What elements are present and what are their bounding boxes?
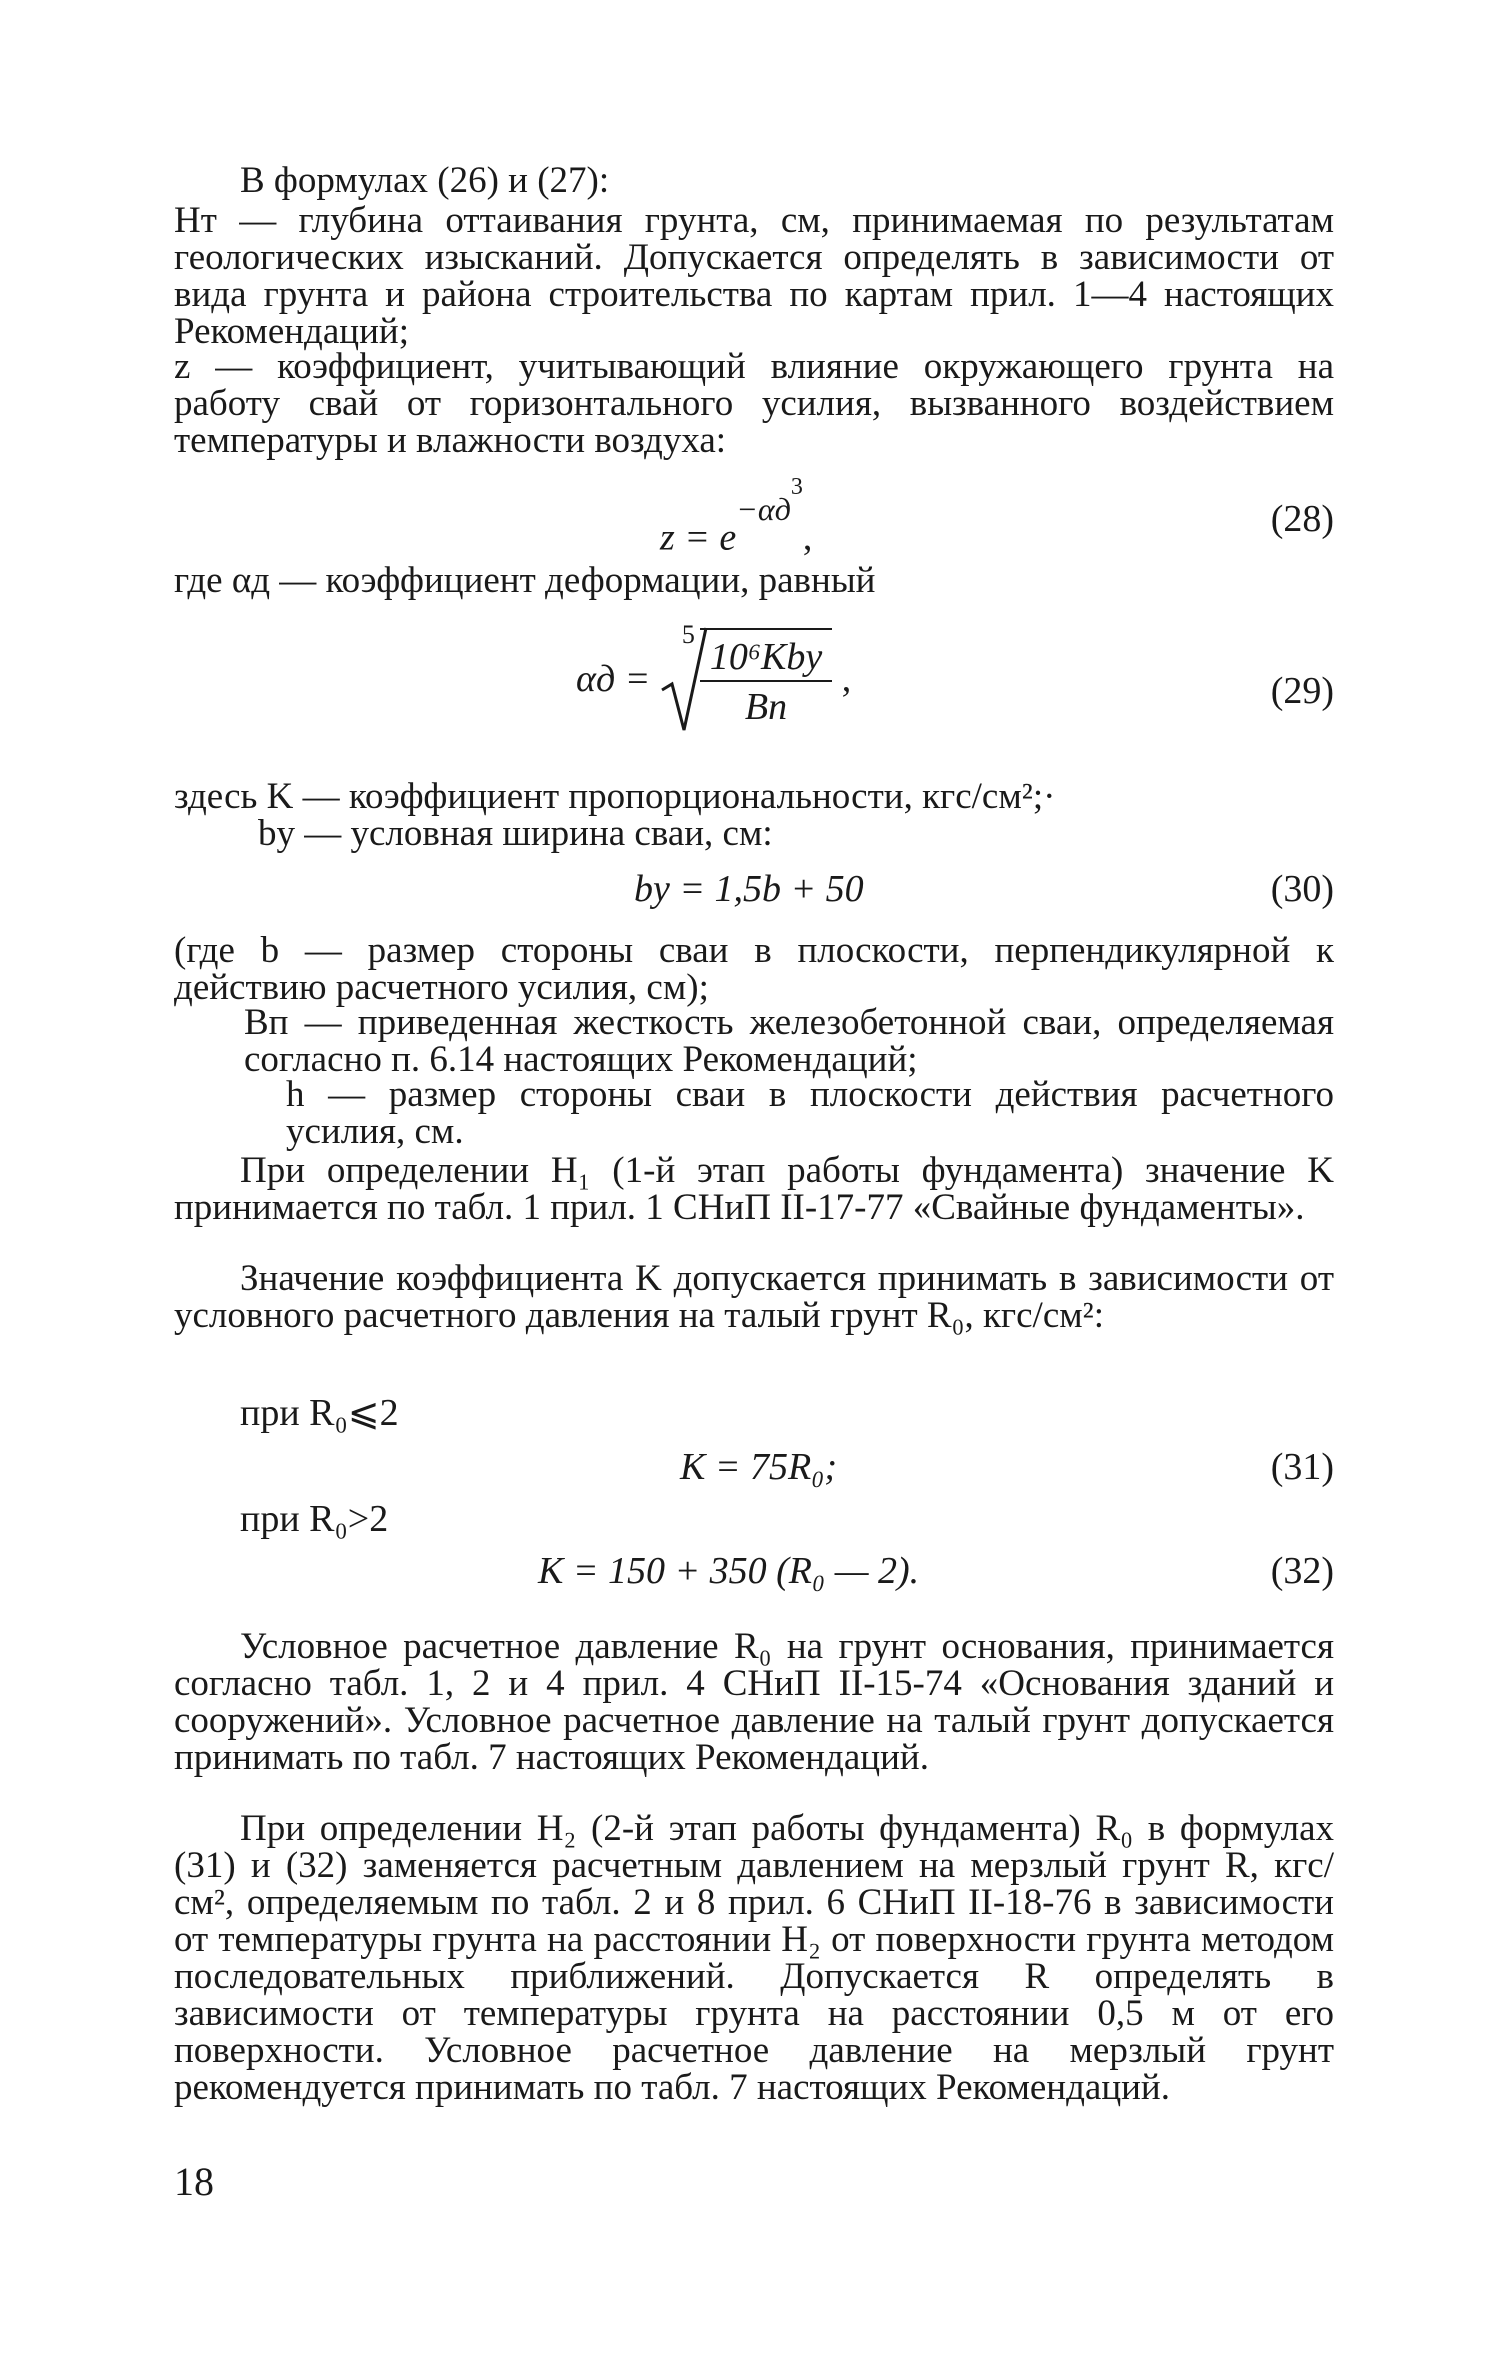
condition-31: при R₀⩽2 <box>240 1392 399 1434</box>
equation-number-32: (32) <box>1270 1550 1334 1592</box>
formula-29-root-index: 5 <box>681 620 695 649</box>
formula-29 <box>576 620 852 734</box>
formula-28 <box>660 474 813 559</box>
equation-number-28: (28) <box>1270 498 1334 540</box>
definition-b: (где b — размер стороны сваи в плоскости, перпендикулярной к действию расчетного усилия, см); <box>174 930 1334 1008</box>
definition-by: bу — условная ширина сваи, см: <box>258 813 773 854</box>
intro-line: В формулах (26) и (27): <box>240 160 610 201</box>
paragraph-k-values: Значение коэффициента K допускается принимать в зависимости от условного расчетного давления на талый грунт R₀, кгс/см²: <box>174 1258 1334 1336</box>
formula-30: bу = 1,5b + 50 <box>634 868 864 910</box>
paragraph-h1: При определении H₁ (1-й этап работы фундамента) значение K принимается по табл. 1 прил. 1 СНиП II-17-77 «Свайные фундаменты». <box>174 1150 1334 1228</box>
definition-ht: Hт — глубина оттаивания грунта, см, принимаемая по результатам геологических изысканий. Допускается определять в зависимости от вида грунта и района строительства по картам прил. 1—4 настоящих Рекомендаций; <box>174 200 1334 352</box>
equation-number-30: (30) <box>1270 868 1334 910</box>
definition-z: z — коэффициент, учитывающий влияние окружающего грунта на работу свай от горизонтального усилия, вызванного воздействием температуры и влажности воздуха: <box>174 346 1334 461</box>
formula-28-tail: , <box>802 516 813 559</box>
formula-28-power: 3 <box>790 474 803 500</box>
page-number: 18 <box>174 2159 214 2204</box>
formula-28-exponent: −αд <box>736 490 791 527</box>
equation-number-29: (29) <box>1270 670 1334 712</box>
definition-k: здесь K — коэффициент пропорциональности, кгс/см²;· <box>174 776 1056 817</box>
definition-alpha: где αд — коэффициент деформации, равный <box>174 560 876 601</box>
formula-29-tail: , <box>841 658 852 700</box>
formula-29-lhs: αд = <box>576 658 651 700</box>
definition-bp: Bп — приведенная жесткость железобетонной сваи, определяемая согласно п. 6.14 настоящих Рекомендаций; <box>244 1002 1334 1080</box>
condition-32: при R₀>2 <box>240 1498 389 1540</box>
formula-32: K = 150 + 350 (R₀ — 2). <box>538 1550 920 1592</box>
definition-h: h — размер стороны сваи в плоскости действия расчетного усилия, см. <box>286 1074 1334 1152</box>
radical-sign <box>660 624 708 734</box>
paragraph-r0: Условное расчетное давление R₀ на грунт основания, принимается согласно табл. 1, 2 и 4 прил. 4 СНиП II-15-74 «Основания зданий и сооружений». Условное расчетное давление на талый грунт допускается принимать по табл. 7 настоящих Рекомендаций. <box>174 1626 1334 1778</box>
formula-29-denominator: Bп <box>744 686 788 728</box>
paragraph-h2: При определении H₂ (2-й этап работы фундамента) R₀ в формулах (31) и (32) заменяется расчетным давлением на мерзлый грунт R, кгс/см², определяемым по табл. 2 и 8 прил. 6 СНиП II-18-76 в зависимости от температуры грунта на расстоянии H₂ от поверхности грунта методом последовательных приближений. Допускается R определять в зависимости от температуры грунта на расстоянии 0,5 м от его поверхности. Условное расчетное давление на мерзлый грунт рекомендуется принимать по табл. 7 настоящих Рекомендаций. <box>174 1808 1334 2108</box>
formula-28-lhs: z = e <box>660 516 737 559</box>
formula-31: K = 75R₀; <box>680 1446 838 1488</box>
formula-29-numerator: 10⁶Kbу <box>700 638 832 682</box>
equation-number-31: (31) <box>1270 1446 1334 1488</box>
